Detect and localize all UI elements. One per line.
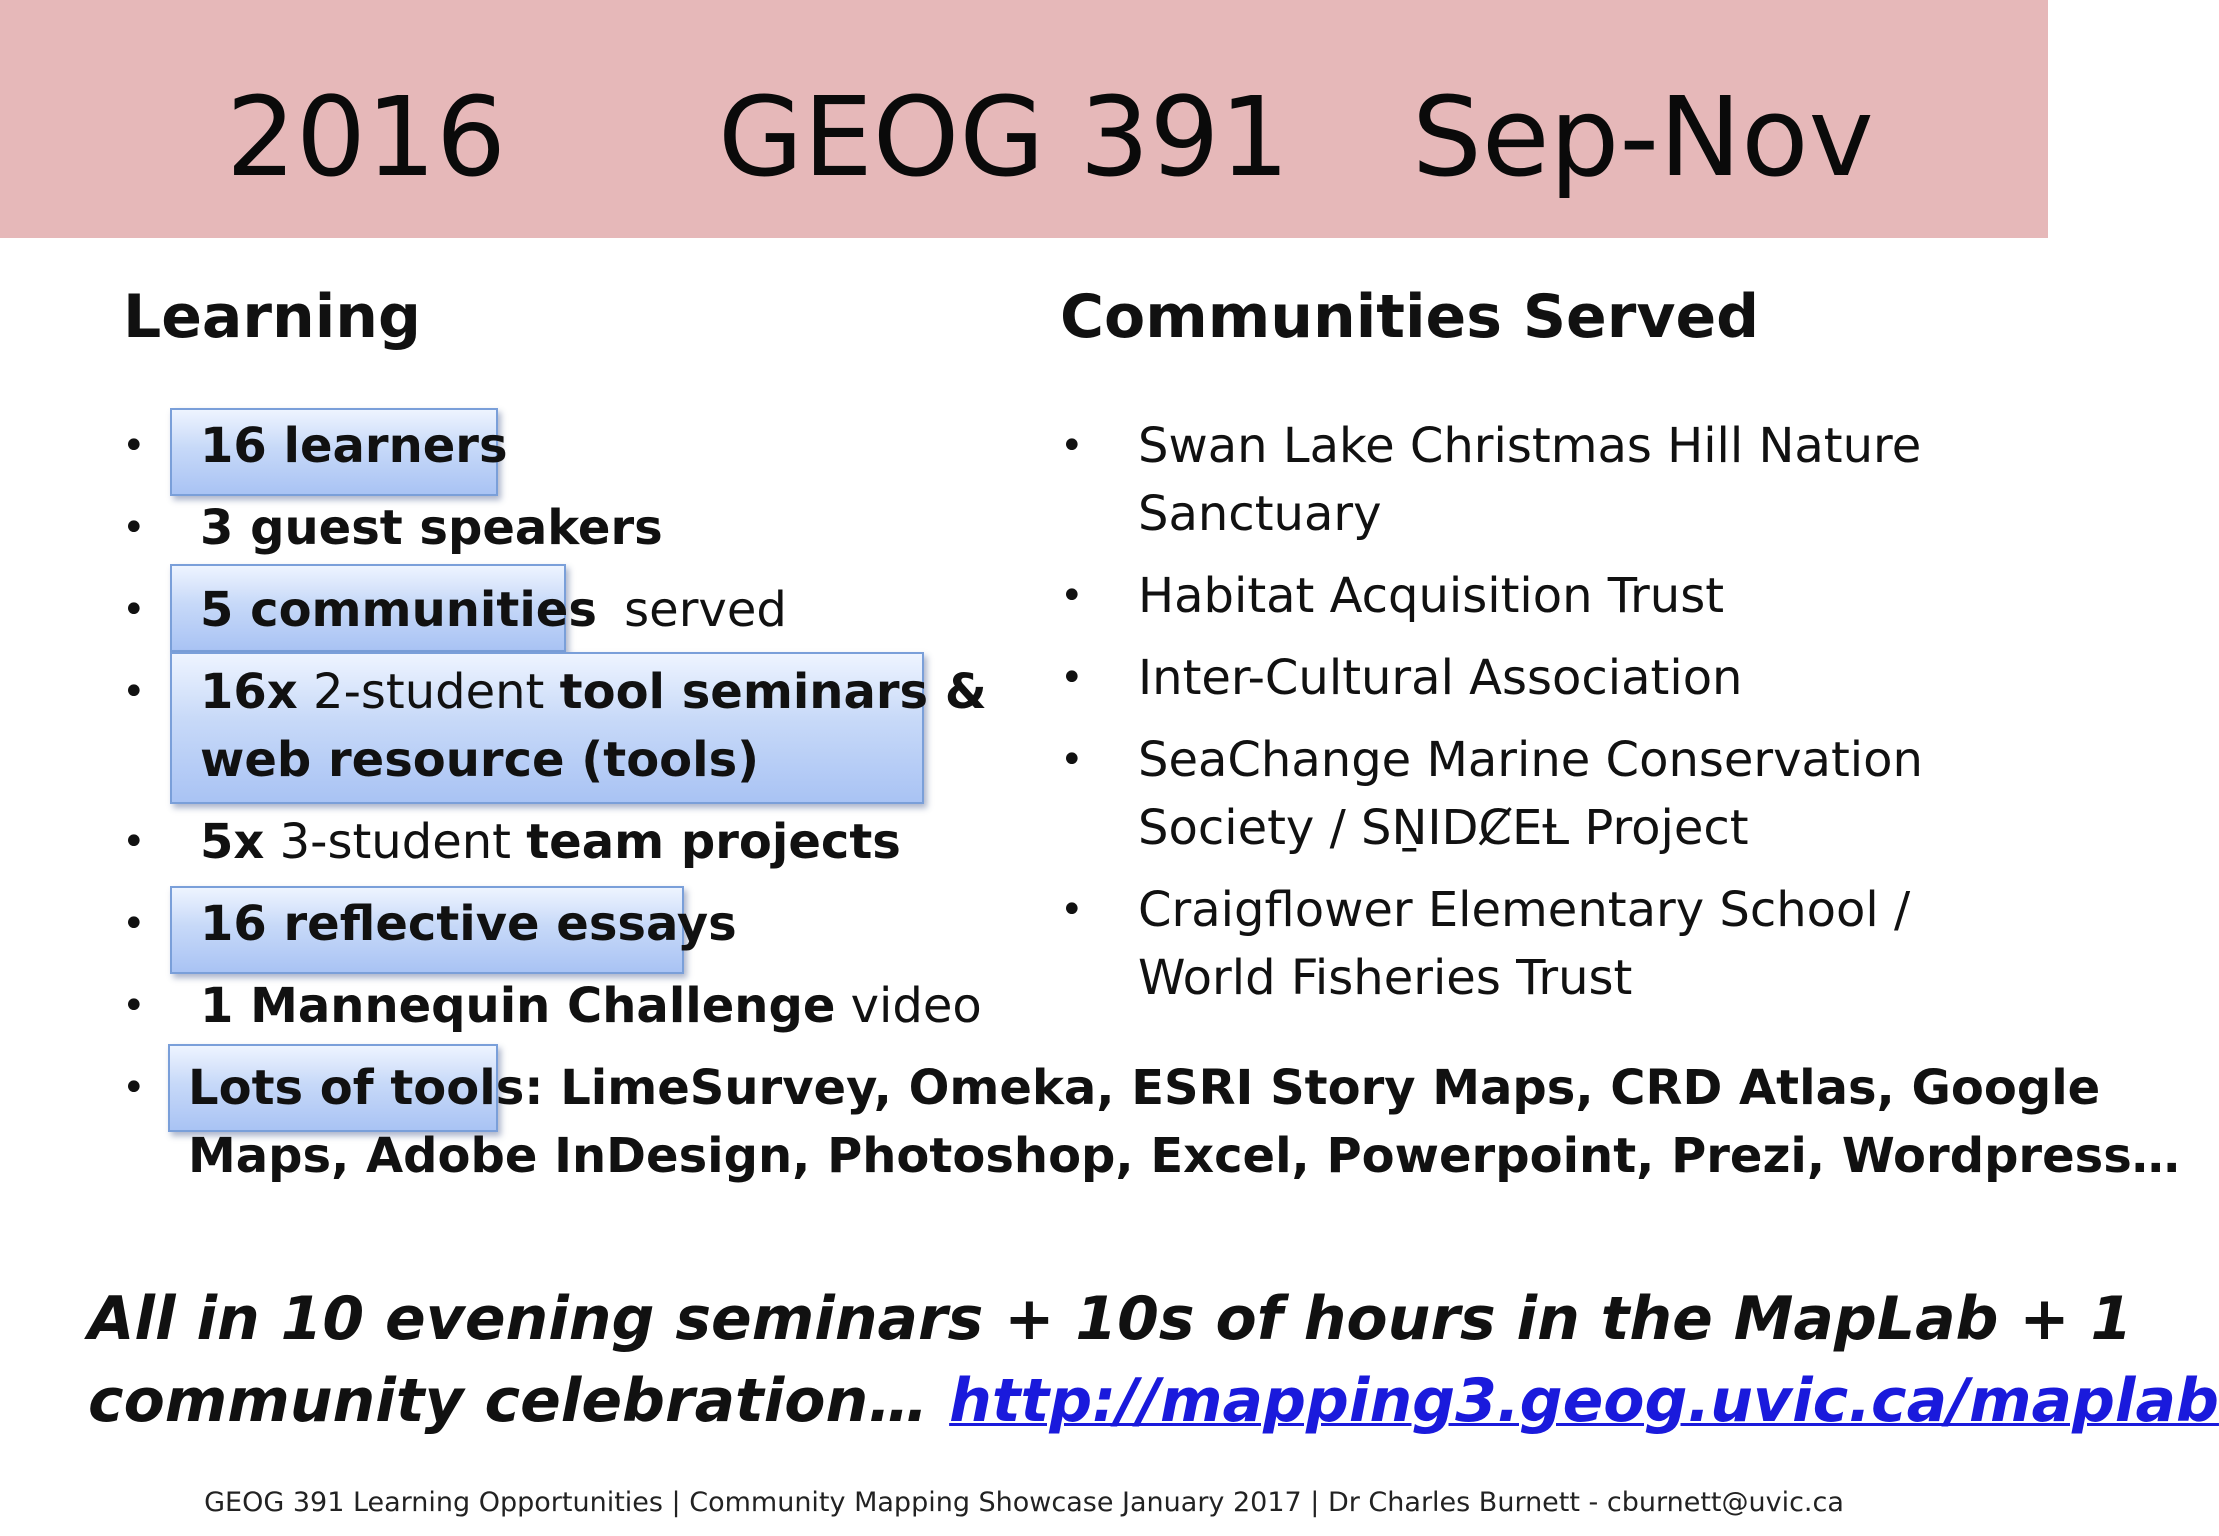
- summary-text: [88, 1278, 2219, 1442]
- learning-item-video-bold: 1 Mannequin Challenge: [200, 978, 836, 1034]
- bullet: •: [122, 423, 146, 469]
- learning-item-speakers: 3 guest speakers: [200, 500, 663, 556]
- learning-item-seminars-bold2: tool seminars &: [559, 664, 987, 720]
- banner-year: 2016: [226, 73, 506, 201]
- bullet: •: [122, 1065, 146, 1111]
- bullet: •: [122, 669, 146, 715]
- bullet: •: [1060, 655, 1084, 701]
- learning-item-tools: [188, 1054, 2100, 1122]
- community-item-craigflower: Craigflower Elementary School /: [1138, 882, 1911, 938]
- learning-item-video-rest: video: [835, 978, 982, 1034]
- footer-text: GEOG 391 Learning Opportunities | Community Mapping Showcase January 2017 | Dr Charles Burnett - cburnett@uvic.ca: [204, 1487, 1844, 1518]
- learning-item-tools-bold: Lots of tools:: [188, 1060, 544, 1116]
- bullet: •: [122, 901, 146, 947]
- learning-item-projects-bold: 5x: [200, 814, 265, 870]
- bullet: •: [1060, 887, 1084, 933]
- learning-item-learners: 16 learners: [200, 418, 508, 474]
- learning-item-seminars: [200, 658, 987, 726]
- learning-item-video: [200, 972, 982, 1040]
- summary-line2-text: community celebration…: [88, 1366, 950, 1436]
- learning-item-tools-rest: LimeSurvey, Omeka, ESRI Story Maps, CRD Atlas, Google: [543, 1060, 2101, 1116]
- bullet: •: [122, 505, 146, 551]
- bullet: •: [1060, 423, 1084, 469]
- community-item-craigflower-line2: World Fisheries Trust: [1138, 950, 1633, 1006]
- learning-item-projects: [200, 808, 901, 876]
- title-banner: [0, 0, 2048, 238]
- banner-period: Sep-Nov: [1412, 73, 1874, 201]
- bullet: •: [122, 587, 146, 633]
- community-item-seachange: SeaChange Marine Conservation: [1138, 732, 1923, 788]
- learning-item-communities-rest: served: [608, 582, 787, 638]
- community-item-intercultural: Inter-Cultural Association: [1138, 650, 1743, 706]
- learning-item-communities-bold: 5 communities: [200, 582, 597, 638]
- community-item-swan-lake: Swan Lake Christmas Hill Nature: [1138, 418, 1922, 474]
- learning-heading: Learning: [123, 282, 421, 352]
- learning-item-seminars-bold: 16x: [200, 664, 298, 720]
- community-item-habitat: Habitat Acquisition Trust: [1138, 568, 1725, 624]
- learning-item-communities: [200, 576, 787, 644]
- summary-line2: [88, 1360, 2219, 1442]
- learning-item-projects-bold2: team projects: [526, 814, 901, 870]
- summary-line1: All in 10 evening seminars + 10s of hours in the MapLab + 1: [88, 1284, 2133, 1354]
- communities-heading: Communities Served: [1060, 282, 1760, 352]
- community-item-seachange-line2: Society / SṈIDȻEȽ Project: [1138, 800, 1749, 856]
- bullet: •: [122, 983, 146, 1029]
- banner-course: GEOG 391: [718, 73, 1290, 201]
- bullet: •: [122, 819, 146, 865]
- learning-item-projects-mid: 3-student: [264, 814, 527, 870]
- maplab-link[interactable]: http://mapping3.geog.uvic.ca/maplab: [949, 1366, 2219, 1436]
- bullet: •: [1060, 737, 1084, 783]
- learning-item-essays: 16 reflective essays: [200, 896, 737, 952]
- learning-item-seminars-line2: web resource (tools): [200, 732, 760, 788]
- learning-item-tools-line2: Maps, Adobe InDesign, Photoshop, Excel, Powerpoint, Prezi, Wordpress…: [188, 1128, 2180, 1184]
- community-item-swan-lake-line2: Sanctuary: [1138, 486, 1382, 542]
- bullet: •: [1060, 573, 1084, 619]
- learning-item-seminars-mid: 2-student: [297, 664, 560, 720]
